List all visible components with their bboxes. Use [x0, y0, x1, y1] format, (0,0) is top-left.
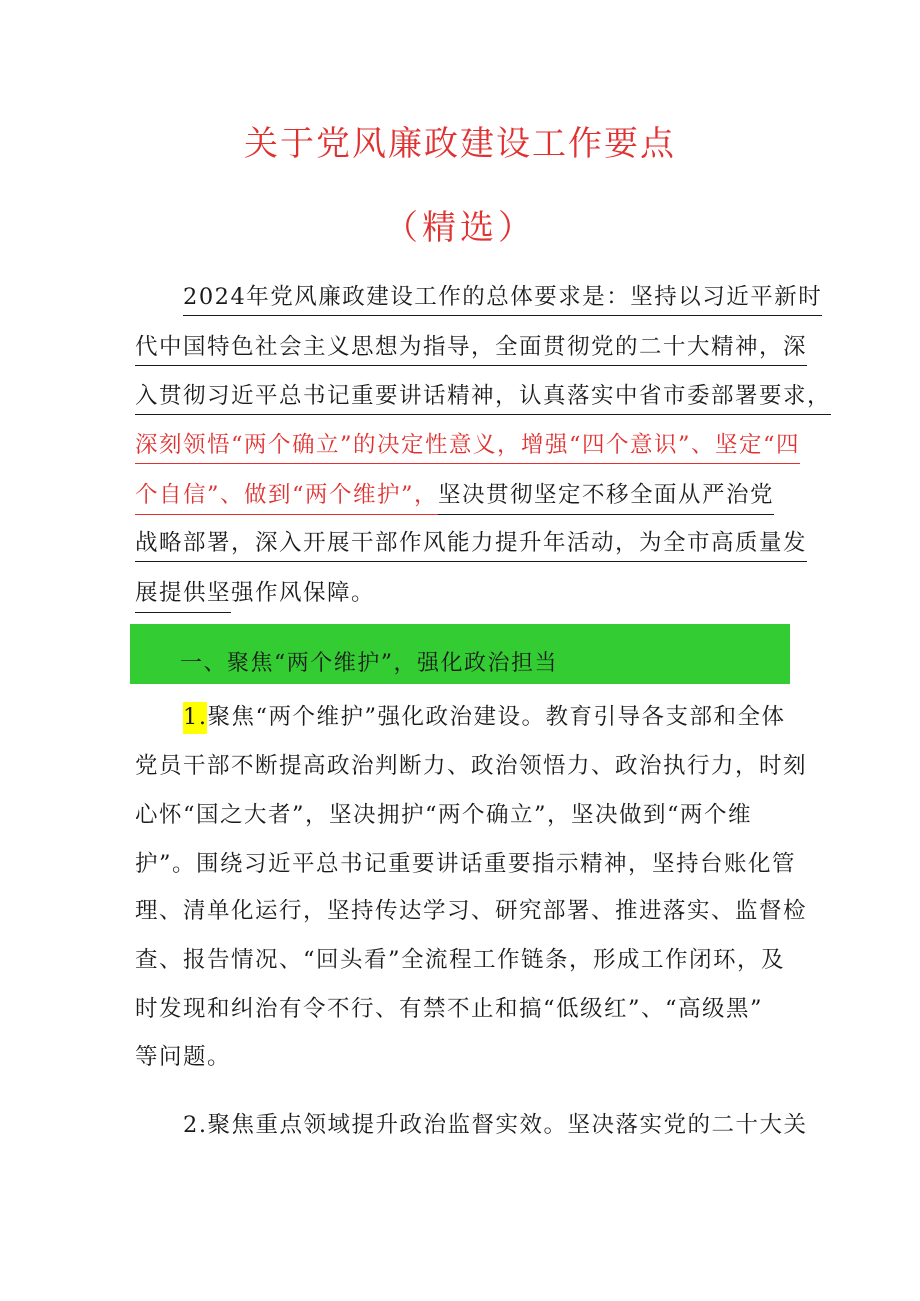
section-heading-bar [130, 624, 790, 684]
item-1-line-2: 党员干部不断提高政治判断力、政治领悟力、政治执行力，时刻 [135, 753, 808, 779]
intro-line-7-rest: 强作风保障。 [231, 580, 376, 606]
intro-line-1: 2024年党风廉政建设工作的总体要求是：坚持以习近平新时 [183, 286, 822, 316]
intro-line-5 [135, 484, 774, 507]
document-title: 关于党风廉政建设工作要点 [244, 124, 676, 164]
item-1-heading-text: 聚焦“两个维护”强化政治建设。教育引导各支部和全体 [207, 704, 786, 730]
section-heading: 一、聚焦“两个维护”，强化政治担当 [180, 651, 558, 676]
intro-line-5-rest: 坚决贯彻坚定不移全面从严治党 [438, 482, 774, 515]
intro-line-3: 入贯彻习近平总书记重要讲话精神，认真落实中省市委部署要求， [135, 385, 831, 415]
item-1-line-8: 等问题。 [135, 1044, 232, 1070]
intro-line-7 [135, 582, 375, 605]
item-1-line-3: 心怀“国之大者”，坚决拥护“两个确立”，坚决做到“两个维 [135, 802, 753, 828]
item-2-line-1: 2.聚焦重点领域提升政治监督实效。坚决落实党的二十大关 [183, 1112, 808, 1138]
document-subtitle: （精选） [384, 208, 536, 248]
intro-line-4: 深刻领悟“两个确立”的决定性意义，增强“四个意识”、坚定“四 [135, 434, 800, 464]
item-1-line-6: 查、报告情况、“回头看”全流程工作链条，形成工作闭环，及 [135, 947, 786, 973]
item-1-line-7: 时发现和纠治有令不行、有禁不止和搞“低级红”、“高级黑” [135, 996, 764, 1022]
intro-line-2: 代中国特色社会主义思想为指导，全面贯彻党的二十大精神，深 [135, 336, 807, 366]
intro-line-7-underlined: 展提供坚 [135, 580, 231, 613]
item-1-line-1 [183, 706, 785, 729]
item-1-line-4: 护”。围绕习近平总书记重要讲话重要指示精神，坚持台账化管 [135, 851, 797, 877]
intro-line-5-highlight: 个自信”、做到“两个维护”， [135, 482, 438, 515]
intro-line-6: 战略部署，深入开展干部作风能力提升年活动，为全市高质量发 [135, 532, 807, 562]
item-1-number: 1. [183, 702, 207, 734]
item-1-line-5: 理、清单化运行，坚持传达学习、研究部署、推进落实、监督检 [135, 898, 808, 924]
